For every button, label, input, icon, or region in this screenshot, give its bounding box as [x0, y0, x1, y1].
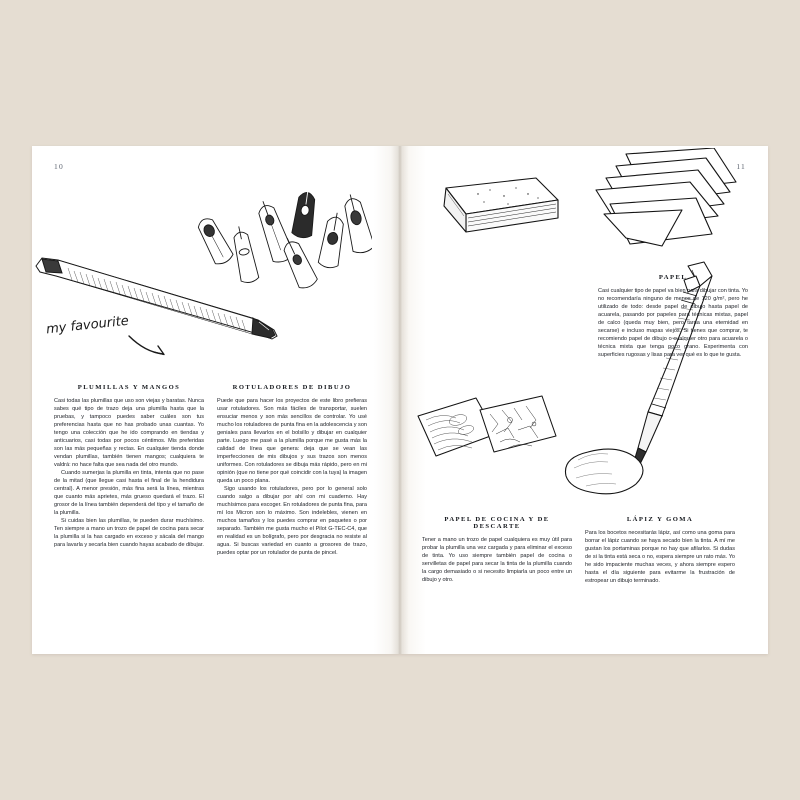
handwritten-arrow-icon	[127, 332, 171, 360]
left-page-columns	[54, 384, 378, 557]
paragraph: Casi cualquier tipo de papel va bien para dibujar con tinta. Yo no recomendaría ninguno de menos de 120 g/m², pero he utilizado de todo: desde papel de dibujo hasta papel de acuarela, pasando por papeles para técnicas mixtas, papel de calco (queda muy bien, pero tarda una eternidad en secarse) e incluso mapas viejos. Si tienes que comprar, te recomiendo papel de dibujo o cualquier otro para acuarela o técnica mixta que tenga poco grano. Experimenta con superficies rugosas y lisas para ver qué es lo que te gusta.	[598, 288, 748, 358]
right-page-papel-column	[598, 274, 748, 359]
column-lapiz-y-goma	[585, 516, 735, 585]
section-heading-papel-de-cocina: PAPEL DE COCINA Y DE DESCARTE	[444, 516, 550, 530]
paragraph: Puede que para hacer los proyectos de este libro prefieras usar rotuladores. Son más fáciles de transportar, suelen ensuciar menos y son más sencillos de controlar. Yo usé mucho los rotuladores de punta fina en la adolescencia y son geniales para llevarlos en el bolsillo y dibujar en cualquier parte. Luego me pasé a la plumilla porque me gusta más la calidad de línea que genera: deja que se vean las imperfecciones de mis dibujos y sus trazos son menos uniformes. Con rotuladores se dibuja más rápido, pero en mi opinión (que no tiene por qué coincidir con la tuya) la imagen queda un poco plana.	[217, 398, 367, 484]
paragraph: Para los bocetos necesitarás lápiz, así como una goma para borrar el lápiz cuando se haya secado bien la tinta. A mí me gustan los portaminas porque no hay que afilarlos. Si dudas de si la tinta está seca o no, espera siempre un rato más. Yo he sido impaciente muchas veces, y ahora siempre espero hasta el día siguiente para evitarme la frustración de estropear un dibujo terminado.	[585, 530, 735, 584]
paragraph: Casi todas las plumillas que uso son viejas y baratas. Nunca sabes qué tipo de trazo deja una plumilla hasta que la pruebas, y tampoco puedes saber cuáles son tus preferencias hasta que no has probado unas cuantas. Yo tengo una colección que he ido comprando en tiendas y anticuarios, casi todas por pocos céntimos. Mis preferidas son las más pequeñas y rectas. En cualquier tienda donde vendan plumillas, también tienen mangos; cualquiera te valdrá: no hace falta que sea nada del otro mundo.	[54, 398, 204, 468]
section-heading-papel: PAPEL	[658, 274, 688, 281]
column-papel-de-cocina	[422, 516, 572, 585]
handwritten-note: my favourite	[45, 313, 130, 338]
column-plumillas-y-mangos	[54, 384, 204, 557]
section-heading-plumillas: PLUMILLAS Y MANGOS	[77, 384, 181, 391]
section-heading-rotuladores: ROTULADORES DE DIBUJO	[232, 384, 352, 391]
paragraph: Tener a mano un trozo de papel cualquiera es muy útil para probar la plumilla una vez cargada y para eliminar el exceso de tinta. Yo uso siempre también papel de cocina o servilletas de papel para secar la tinta de la plumilla cuando la cargo demasiado o si necesito limpiarla un poco entre un dibujo y otro.	[422, 537, 572, 583]
loose-sheets-illustration	[586, 148, 746, 258]
folio-right: 11	[736, 162, 746, 171]
eraser-illustration	[556, 438, 652, 502]
paragraph: Si cuidas bien las plumillas, te pueden durar muchísimo. Ten siempre a mano un trozo de papel de cocina para secar la plumilla si la has cargado en exceso y sácala del mango para lavarla y secarla bien cuando hayas acabado de dibujar.	[54, 518, 204, 548]
sketchbook-pages-illustration	[414, 390, 564, 486]
right-page	[400, 146, 768, 654]
pen-nibs-illustration	[192, 184, 372, 304]
paper-stack-illustration	[418, 174, 568, 278]
folio-left: 10	[54, 162, 64, 171]
left-page	[32, 146, 400, 654]
section-heading-lapiz-y-goma: LÁPIZ Y GOMA	[626, 516, 694, 523]
open-book	[32, 146, 768, 654]
paragraph: Cuando sumerjas la plumilla en tinta, intenta que no pase de la mitad (que llegue casi hasta el final de la hendidura central). A menor presión, más fina será la línea, mientras que cuanto más aprietes, más grueso quedará el trazo. El grosor de la línea también dependerá del tipo y el tamaño de la plumilla.	[54, 470, 204, 516]
right-page-bottom-columns	[422, 516, 746, 585]
column-rotuladores-de-dibujo	[217, 384, 367, 557]
paragraph: Sigo usando los rotuladores, pero por lo general solo cuando salgo a dibujar por ahí con mi cuaderno. Hay muchísimos para escoger. En rotuladores de punta fina, para mí los Micron son lo máximo. Son indelebles, vienen en muchos tamaños y los puedes comprar en paquetes o por separado. También me gusta mucho el Pilot G-TEC-C4, que en realidad es un bolígrafo, pero por desgracia no resiste al agua. Si buscas variedad en cuanto a grosores de trazo, puedes optar por un rotulador de punta de pincel.	[217, 486, 367, 556]
column-papel	[598, 274, 748, 359]
